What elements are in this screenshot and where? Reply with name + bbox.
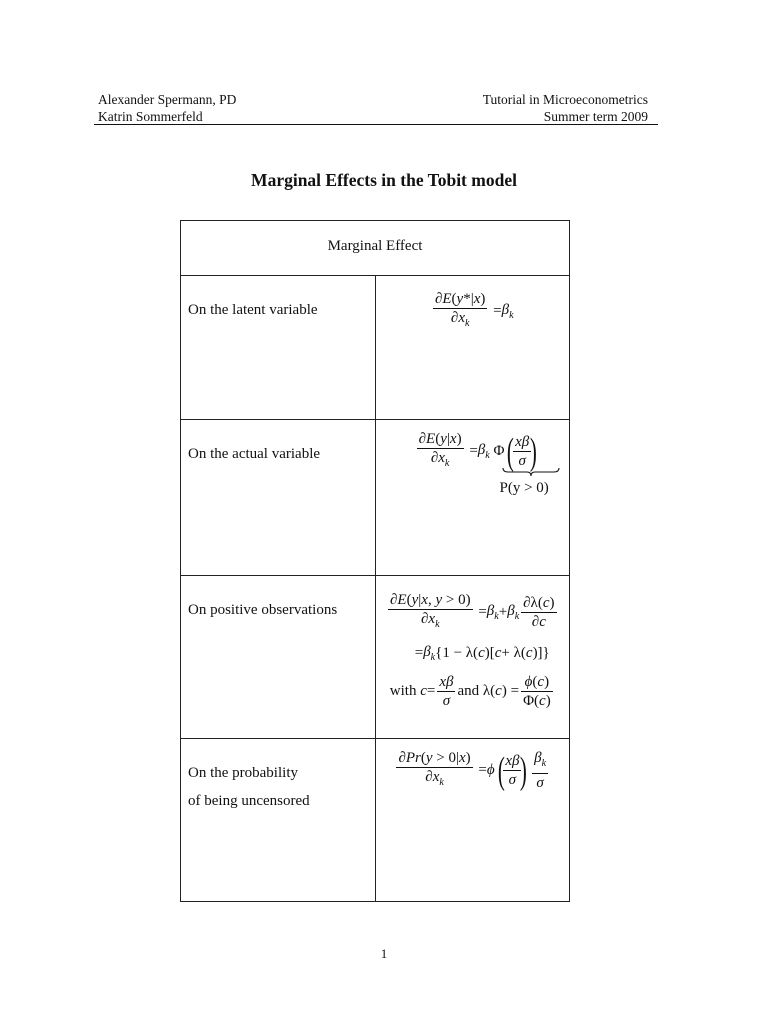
page-number: 1 [380,946,388,961]
formula-cell [375,576,570,739]
formula-cell [375,739,570,902]
header-rule [94,124,658,125]
formula-cell [375,276,570,420]
formula-positive-3: with c = $\frac{x\beta}{\sigma}$ and λ( c ) = $\frac{\phi(c)}{\Phi(c)}$ [389,674,551,709]
row-label-cell [181,739,376,902]
formula-latent: $\frac{\partial E(y*|x)}{\partial x_k}$ = $\beta_k$ [434,291,514,329]
row-label-cell [181,576,376,739]
underbrace-icon [502,467,560,477]
row-label-line-2: of being uncensored [188,793,310,809]
author-2: Katrin Sommerfeld [98,109,203,124]
formula-positive-1: $\frac{\partial E(y|x, y > 0)}{\partial x_k}$ = $\beta_k$ + $\beta_k$ $\frac{\partial\lambda(c)}{\partial c}$ [389,592,555,630]
table-row [181,739,570,902]
row-label-cell [181,276,376,420]
formula-probability: $\frac{\partial Pr(y > 0|x)}{\partial x_k}$ = ϕ ( $\frac{x\beta}{\sigma}$ ) $\frac{\beta_k}{\sigma}$ [398,749,547,792]
table-header: Marginal Effect [327,238,423,254]
row-label: On the latent variable [188,302,318,318]
marginal-effects-table [180,220,570,902]
formula-cell [375,420,570,576]
course-title: Tutorial in Microeconometrics [482,92,648,107]
header-left [98,91,236,125]
row-label: On the actual variable [188,446,321,462]
author-1: Alexander Spermann, PD [98,92,237,107]
table-row [181,576,570,739]
brace-label: P(y > 0) [499,480,549,496]
row-label-line-1: On the probability [188,765,298,781]
formula-actual: $\frac{\partial E(y|x)}{\partial x_k}$ = $\beta_k$ Φ ( $\frac{x\beta}{\sigma}$ ) [418,430,538,473]
formula-positive-2: = $\beta_k$ {1 − λ( c )[ c + λ( c )]} [414,644,550,663]
table-row [181,420,570,576]
header-right [483,91,648,125]
row-label: On positive observations [188,602,338,618]
term: Summer term 2009 [543,109,648,124]
row-label [181,739,375,815]
table-row [181,276,570,420]
row-label-cell [181,420,376,576]
table-header-cell [181,221,570,276]
page-title: Marginal Effects in the Tobit model [251,170,517,190]
